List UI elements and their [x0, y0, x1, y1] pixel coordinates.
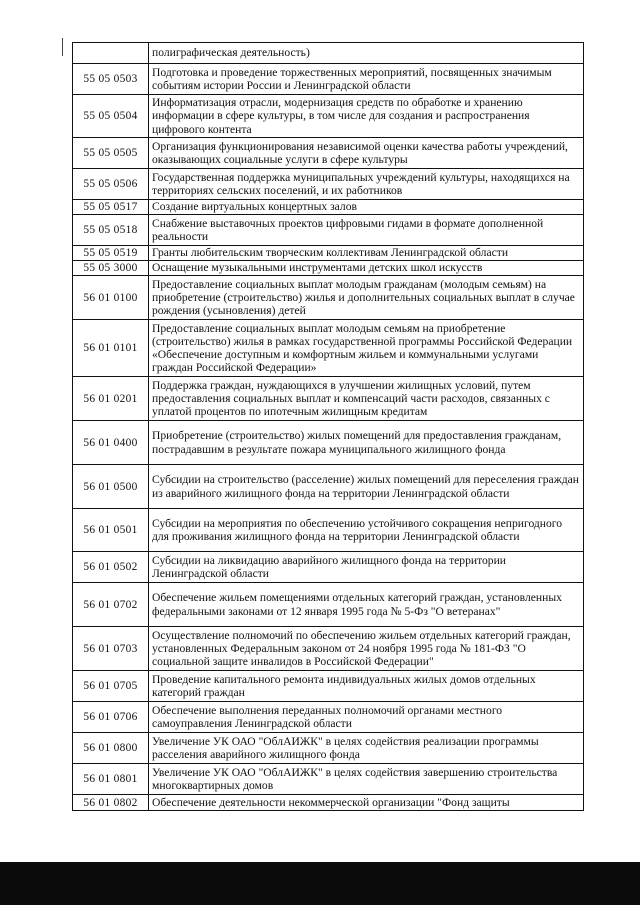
description-cell: Поддержка граждан, нуждающихся в улучшении жилищных условий, путем предоставления социальных выплат и компенсаций части расходов, связанных с уплатой процентов по ипотечным жилищным кредитам	[149, 377, 584, 421]
table-row	[73, 733, 584, 764]
table-row	[73, 583, 584, 627]
table-row	[73, 169, 584, 200]
table-row	[73, 64, 584, 95]
description-cell: Проведение капитального ремонта индивидуальных жилых домов отдельных категорий граждан	[149, 671, 584, 702]
table-row	[73, 246, 584, 261]
table-row	[73, 215, 584, 246]
code-cell: 56 01 0101	[73, 320, 149, 377]
table-row	[73, 764, 584, 795]
code-cell: 56 01 0706	[73, 702, 149, 733]
description-cell: Создание виртуальных концертных залов	[149, 200, 584, 215]
table-row	[73, 795, 584, 811]
description-cell: Государственная поддержка муниципальных учреждений культуры, находящихся на территориях сельских поселений, и их работников	[149, 169, 584, 200]
table-row	[73, 702, 584, 733]
code-cell: 55 05 0504	[73, 95, 149, 138]
code-cell: 56 01 0501	[73, 509, 149, 552]
code-cell: 55 05 3000	[73, 261, 149, 276]
code-cell: 56 01 0201	[73, 377, 149, 421]
code-cell: 56 01 0500	[73, 465, 149, 509]
description-cell: Обеспечение деятельности некоммерческой организации "Фонд защиты	[149, 795, 584, 811]
table-row	[73, 320, 584, 377]
code-cell: 56 01 0703	[73, 627, 149, 671]
code-cell	[73, 43, 149, 64]
code-cell: 56 01 0400	[73, 421, 149, 465]
table-row	[73, 421, 584, 465]
table-body	[73, 43, 584, 811]
description-cell: полиграфическая деятельность)	[149, 43, 584, 64]
description-cell: Осуществление полномочий по обеспечению жильем отдельных категорий граждан, установленных Федеральным законом от 24 ноября 1995 года № 181-ФЗ "О социальной защите инвалидов в Российской Федерации"	[149, 627, 584, 671]
code-cell: 55 05 0519	[73, 246, 149, 261]
description-cell: Приобретение (строительство) жилых помещений для предоставления гражданам, пострадавшим в результате пожара муниципального жилищного фонда	[149, 421, 584, 465]
description-cell: Предоставление социальных выплат молодым гражданам (молодым семьям) на приобретение (строительство) жилья и дополнительных социальных выплат в случае рождения (усыновления) детей	[149, 276, 584, 320]
table-row	[73, 138, 584, 169]
table-row	[73, 377, 584, 421]
code-cell: 56 01 0100	[73, 276, 149, 320]
table-row	[73, 43, 584, 64]
table-row	[73, 261, 584, 276]
table-row	[73, 509, 584, 552]
code-cell: 55 05 0505	[73, 138, 149, 169]
table-row	[73, 671, 584, 702]
table-row	[73, 95, 584, 138]
code-cell: 56 01 0802	[73, 795, 149, 811]
table-row	[73, 465, 584, 509]
description-cell: Предоставление социальных выплат молодым семьям на приобретение (строительство) жилья в рамках государственной программы Российской Федерации «Обеспечение доступным и комфортным жильем и коммунальными услугами граждан Российской Федерации»	[149, 320, 584, 377]
description-cell: Организация функционирования независимой оценки качества работы учреждений, оказывающих социальные услуги в сфере культуры	[149, 138, 584, 169]
description-cell: Обеспечение жильем помещениями отдельных категорий граждан, установленных федеральными законами от 12 января 1995 года № 5-Фз "О ветеранах"	[149, 583, 584, 627]
description-cell: Субсидии на ликвидацию аварийного жилищного фонда на территории Ленинградской области	[149, 552, 584, 583]
code-cell: 56 01 0702	[73, 583, 149, 627]
budget-codes-table	[72, 42, 584, 811]
description-cell: Снабжение выставочных проектов цифровыми гидами в формате дополненной реальности	[149, 215, 584, 246]
table-row	[73, 276, 584, 320]
description-cell: Увеличение УК ОАО "ОблАИЖК" в целях содействия завершению строительства многоквартирных домов	[149, 764, 584, 795]
margin-mark	[62, 38, 63, 56]
code-cell: 56 01 0502	[73, 552, 149, 583]
code-cell: 55 05 0517	[73, 200, 149, 215]
code-cell: 55 05 0506	[73, 169, 149, 200]
table-row	[73, 552, 584, 583]
description-cell: Информатизация отрасли, модернизация средств по обработке и хранению информации в сфере культуры, в том числе для создания и распространения цифрового контента	[149, 95, 584, 138]
table-row	[73, 627, 584, 671]
table-row	[73, 200, 584, 215]
description-cell: Субсидии на мероприятия по обеспечению устойчивого сокращения непригодного для проживания жилищного фонда на территории Ленинградской области	[149, 509, 584, 552]
description-cell: Гранты любительским творческим коллективам Ленинградской области	[149, 246, 584, 261]
code-cell: 56 01 0705	[73, 671, 149, 702]
scan-bottom-band	[0, 862, 640, 905]
code-cell: 56 01 0800	[73, 733, 149, 764]
description-cell: Оснащение музыкальными инструментами детских школ искусств	[149, 261, 584, 276]
description-cell: Увеличение УК ОАО "ОблАИЖК" в целях содействия реализации программы расселения аварийного жилищного фонда	[149, 733, 584, 764]
code-cell: 55 05 0518	[73, 215, 149, 246]
description-cell: Подготовка и проведение торжественных мероприятий, посвященных значимым событиям истории России и Ленинградской области	[149, 64, 584, 95]
description-cell: Субсидии на строительство (расселение) жилых помещений для переселения граждан из аварийного жилищного фонда на территории Ленинградской области	[149, 465, 584, 509]
description-cell: Обеспечение выполнения переданных полномочий органами местного самоуправления Ленинградской области	[149, 702, 584, 733]
code-cell: 55 05 0503	[73, 64, 149, 95]
code-cell: 56 01 0801	[73, 764, 149, 795]
